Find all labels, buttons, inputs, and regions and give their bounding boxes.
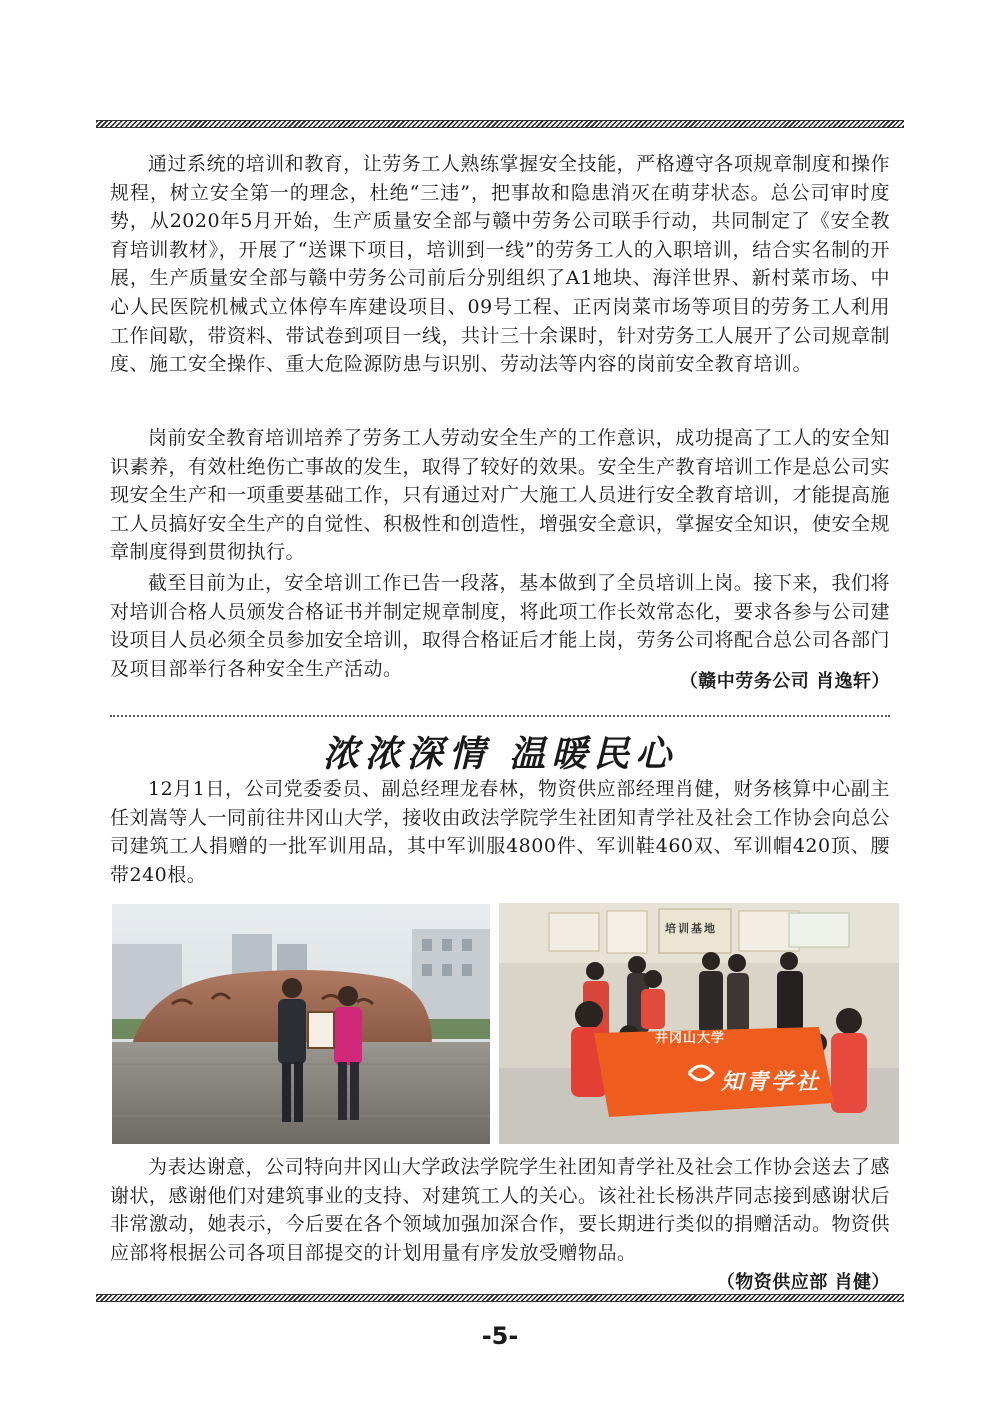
article2-outro: 为表达谢意，公司特向井冈山大学政法学院学生社团知青学社及社会工作协会送去了感谢状，感谢他们对建筑事业的支持、对建筑工人的关心。该社社长杨洪芹同志接到感谢状后非常激动，她表示，今后要在各个领域加强加深合作，要长期进行类似的捐赠活动。物资供应部将根据公司各项目部提交的计划用量有序发放受赠物品。 [110, 1156, 891, 1264]
training-base-board-text: 培训基地 [665, 922, 717, 935]
article2-signature: （物资供应部 肖健） [716, 1272, 890, 1293]
article2-intro: 12月1日，公司党委委员、副总经理龙春林，物资供应部经理肖健，财务核算中心副主任刘嵩等人一同前往井冈山大学，接收由政法学院学生社团知青学社及社会工作协会向总公司建筑工人捐赠的一批军训用品，其中军训服4800件、军训鞋460双、军训帽420顶、腰带240根。 [110, 778, 891, 886]
section-divider [110, 715, 890, 717]
article2-title: 浓浓深情 温暖民心 [322, 733, 678, 775]
bottom-rule [96, 1294, 904, 1302]
article1-signature: （赣中劳务公司 肖逸轩） [679, 671, 890, 692]
page-number: -5- [481, 1322, 519, 1350]
photo-certificate-presentation [112, 904, 490, 1144]
top-rule [96, 120, 904, 128]
article1-paragraph-2: 岗前安全教育培训培养了劳务工人劳动安全生产的工作意识，成功提高了工人的安全知识素养，有效杜绝伤亡事故的发生，取得了较好的效果。安全生产教育培训工作是总公司实现安全生产和一项重要基础工作，只有通过对广大施工人员进行安全教育培训，才能提高施工人员搞好安全生产的自觉性、积极性和创造性，增强安全意识，掌握安全知识，使安全规章制度得到贯彻执行。 [110, 427, 891, 564]
banner-main-text: 知青学社 [721, 1070, 822, 1095]
article1-paragraph-1: 通过系统的培训和教育，让劳务工人熟练掌握安全技能，严格遵守各项规章制度和操作规程，树立安全第一的理念，杜绝“三违”，把事故和隐患消灭在萌芽状态。总公司审时度势，从2020年5月开始，生产质量安全部与赣中劳务公司联手行动，共同制定了《安全教育培训教材》，开展了“送课下项目，培训到一线”的劳务工人的入职培训，结合实名制的开展，生产质量安全部与赣中劳务公司前后分别组织了A1地块、海洋世界、新村菜市场、中心人民医院机械式立体停车库建设项目、09号工程、正丙岗菜市场等项目的劳务工人利用工作间歇，带资料、带试卷到项目一线，共计三十余课时，针对劳务工人展开了公司规章制度、施工安全操作、重大危险源防患与识别、劳动法等内容的岗前安全教育培训。 [110, 153, 891, 376]
banner-top-text: 井冈山大学 [655, 1031, 726, 1046]
photo-group-banner [499, 903, 899, 1144]
article1-paragraph-3: 截至目前为止，安全培训工作已告一段落，基本做到了全员培训上岗。接下来，我们将对培训合格人员颁发合格证书并制定规章制度，将此项工作长效常态化，要求各参与公司建设项目人员必须全员参加安全培训，取得合格证后才能上岗，劳务公司将配合总公司各部门及项目部举行各种安全生产活动。 [110, 572, 891, 680]
